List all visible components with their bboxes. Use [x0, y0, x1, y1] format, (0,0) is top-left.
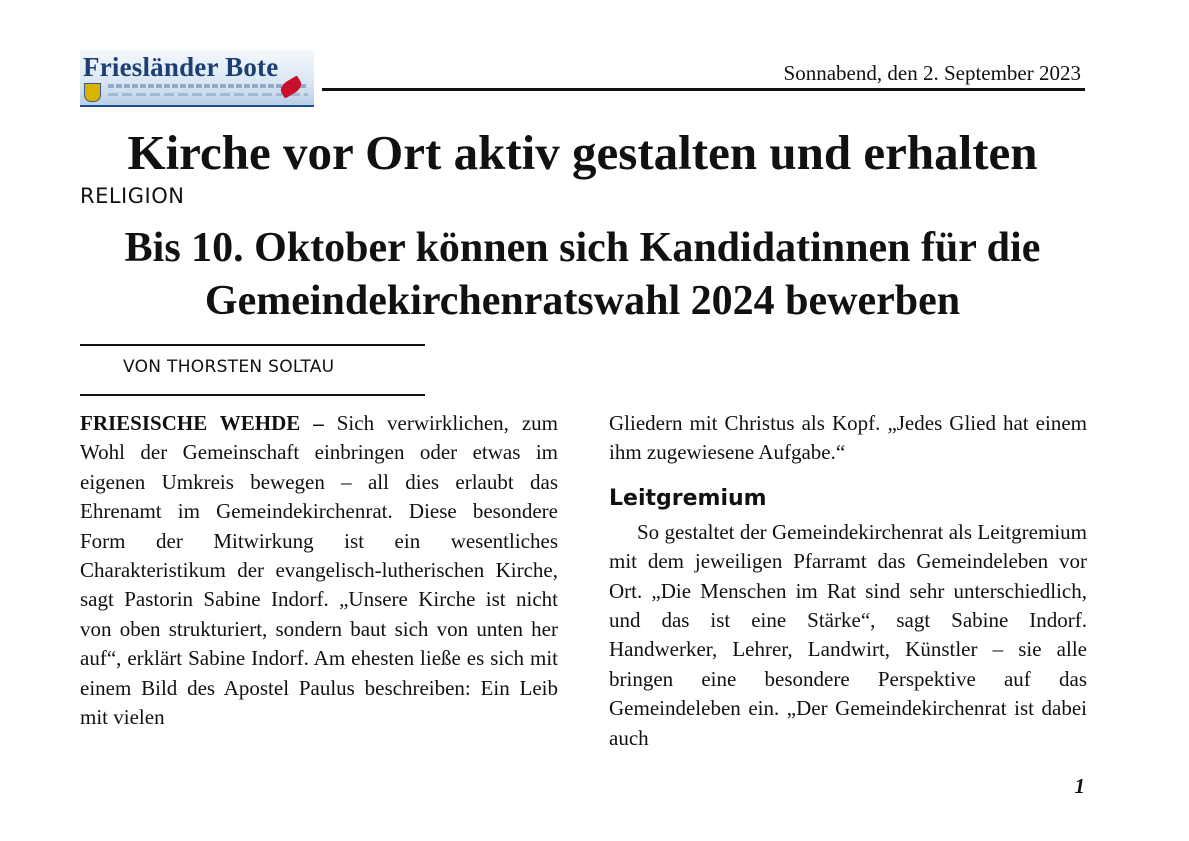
paragraph-text: Sich verwirklichen, zum Wohl der Gemeinschaft einbringen oder etwas im eigenen Umkreis bewegen – all dies erlaubt das Ehrenamt im Gemeindekirchenrat. Diese besondere Form der Mitwirkung ist ein wesentliches Charakteristikum der evangelisch-lutherischen Kirche, sagt Pastorin Sabine Indorf. „Unsere Kirche ist nicht von oben strukturiert, sondern baut sich von unten her auf“, erklärt Sabine Indorf. Am ehesten ließe es sich mit einem Bild des Apostel Paulus beschreiben: Ein Leib mit vielen — [80, 411, 559, 730]
logo-tagline-decoration — [108, 84, 308, 88]
logo-title: Friesländer Bote — [83, 52, 279, 82]
continuation-paragraph: Gliedern mit Christus als Kopf. „Jedes Glied hat einem ihm zugewiesene Aufgabe.“ — [609, 411, 1087, 465]
byline-rule-top — [80, 344, 425, 346]
crest-icon — [84, 83, 101, 102]
article-column-right — [609, 409, 1087, 753]
logo-info-decoration — [108, 93, 308, 96]
category-label: RELIGION — [80, 184, 185, 208]
section-title: Leitgremium — [609, 485, 767, 511]
masthead — [80, 50, 1085, 110]
article-column-left — [80, 409, 558, 732]
dateline: FRIESISCHE WEHDE – — [80, 411, 324, 435]
page-number: 1 — [1074, 774, 1085, 798]
article-paragraph: So gestaltet der Gemeindekirchenrat als Leitgremium mit dem jeweiligen Pfarramt das Gemeindeleben vor Ort. „Die Menschen im Rat sind sehr unterschiedlich, und das ist eine Stärke“, sagt Sabine Indorf. Handwerker, Lehrer, Landwirt, Künstler – sie alle bringen eine besondere Perspektive auf das Gemeindeleben ein. „Der Gemeindekirchenrat ist dabei auch — [609, 519, 1087, 750]
newspaper-logo — [80, 50, 314, 107]
issue-date: Sonnabend, den 2. September 2023 — [783, 61, 1081, 85]
byline-rule-bottom — [80, 394, 425, 396]
article-paragraph — [80, 409, 558, 732]
masthead-rule — [322, 88, 1085, 91]
subheadline: Bis 10. Oktober können sich Kandidatinnen für die Gemeindekirchenratswahl 2024 bewerben — [124, 225, 1041, 324]
headline: Kirche vor Ort aktiv gestalten und erhalten — [127, 125, 1038, 180]
byline: VON THORSTEN SOLTAU — [123, 357, 335, 377]
